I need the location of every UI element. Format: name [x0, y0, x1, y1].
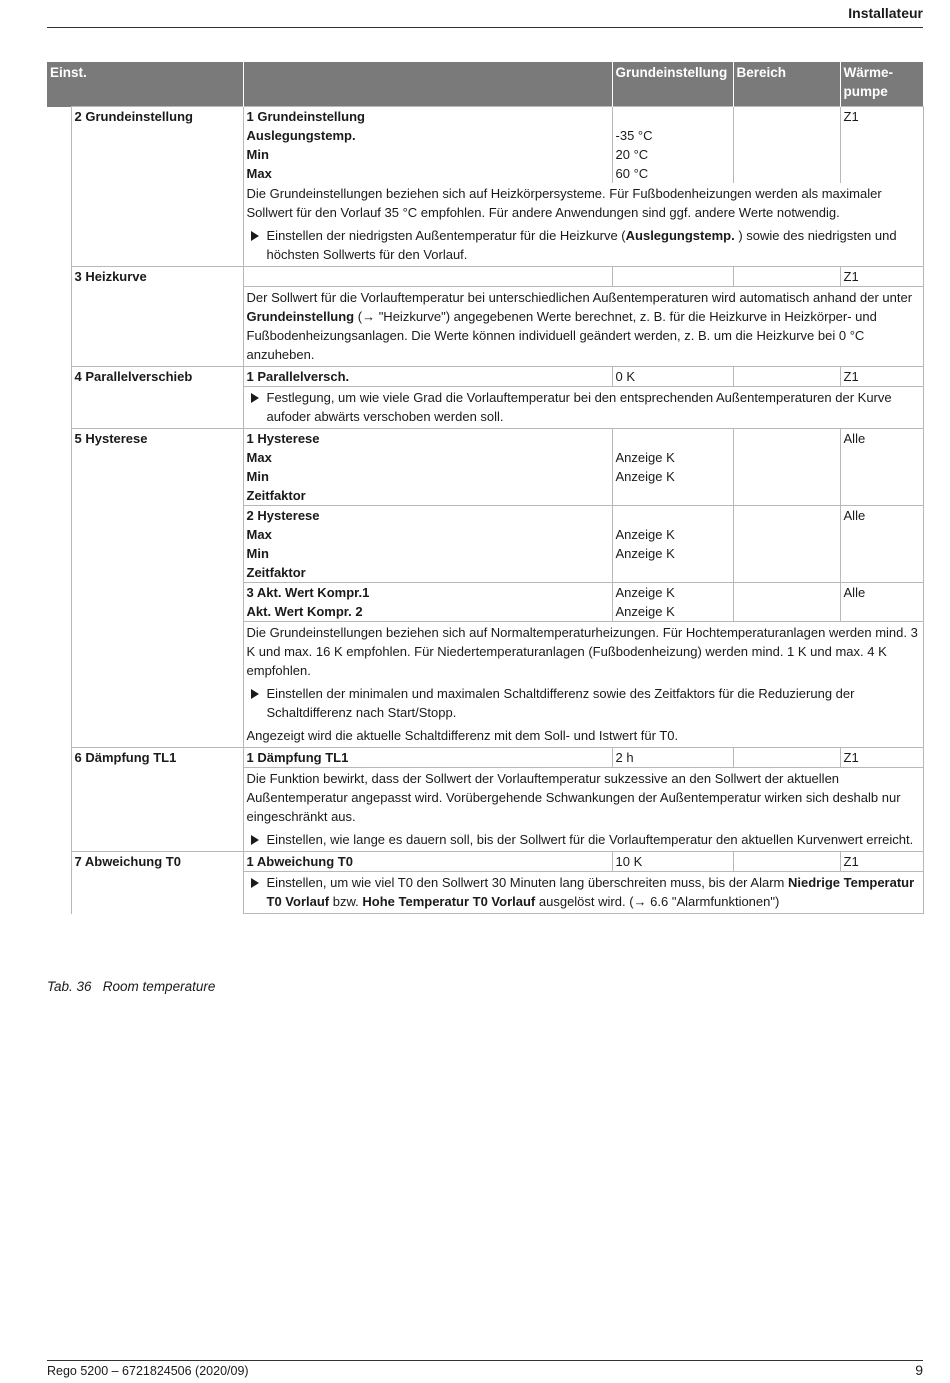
group-label: 5 Hysterese	[71, 429, 243, 748]
bullet-bold-text: Niedrige Temperatur T0 Vorlauf	[266, 875, 915, 909]
note-text: Die Funktion bewirkt, dass der Sollwert der Vorlauftemperatur sukzessive an den Sollwert der aktuellen Außentemperatur angepasst wird. Vorübergehende Schwankungen der Außentemperatur wirken sich deshalb nur eingeschränkt aus.	[246, 771, 901, 824]
table-header-row	[47, 62, 923, 107]
bullet-triangle-icon	[251, 878, 259, 888]
section-note	[243, 183, 923, 266]
section-note	[243, 287, 923, 367]
range-cell	[733, 748, 840, 768]
range-cell	[733, 852, 840, 872]
setting-value: Anzeige K	[615, 604, 675, 619]
setting-value: Anzeige K	[615, 527, 675, 542]
pump-value: Alle	[840, 583, 923, 622]
note-text: (→ "Heizkurve") angegebenen Werte berechnet, z. B. für die Heizkurve in Heizkörper- und Fußbodenheizungsanlagen. Die Werte können individuell geändert werden, z. B. um die Heizkurve bei 0 °C anzuheben.	[246, 309, 877, 362]
setting-value: Anzeige K	[615, 450, 675, 465]
bullet-triangle-icon	[251, 689, 259, 699]
range-cell	[733, 429, 840, 506]
group-label: 3 Heizkurve	[71, 267, 243, 367]
setting-label: Zeitfaktor	[243, 563, 612, 583]
bullet-text: Festlegung, um wie viele Grad die Vorlauftemperatur bei den entsprechenden Außentemperaturen der Kurve aufoder abwärts verschoben werden soll.	[266, 390, 892, 424]
setting-value: 20 °C	[615, 147, 649, 162]
range-cell	[733, 367, 840, 387]
range-cell	[733, 267, 840, 287]
setting-label: Min	[243, 544, 612, 563]
bullet-triangle-icon	[251, 835, 259, 845]
setting-label: Min	[243, 145, 612, 164]
col-header-waermepumpe: Wärme- pumpe	[840, 62, 923, 107]
value-cell	[612, 429, 733, 506]
setting-label: Max	[243, 164, 612, 183]
col-header-einst: Einst.	[47, 62, 243, 107]
footer-rule	[47, 1360, 923, 1361]
col-header-bereich: Bereich	[733, 62, 840, 107]
header-rule	[47, 27, 923, 28]
setting-label: Min	[243, 467, 612, 486]
group-label: 7 Abweichung T0	[71, 852, 243, 914]
setting-value: 2 h	[612, 748, 733, 768]
group-label: 4 Parallelverschieb	[71, 367, 243, 429]
note-text: Die Grundeinstellungen beziehen sich auf Normaltemperaturheizungen. Für Hochtemperaturanlagen werden mind. 3 K und max. 16 K empfohlen. Für Niedertemperaturanlagen (Fußbodenheizung) werden mind. 1 K und max. 4 K empfohlen.	[246, 625, 918, 678]
bullet-text: Einstellen der niedrigsten Außentemperatur für die Heizkurve (	[266, 228, 626, 243]
table-row	[47, 852, 923, 872]
pump-value: Z1	[840, 107, 923, 184]
bullet-bold-text: Hohe Temperatur T0 Vorlauf	[362, 894, 536, 909]
setting-label: 1 Parallelversch.	[243, 367, 612, 387]
setting-label: Auslegungstemp.	[243, 126, 612, 145]
value-cell	[612, 583, 733, 622]
group-label: 2 Grundeinstellung	[71, 107, 243, 267]
setting-value: 10 K	[612, 852, 733, 872]
table-caption: Tab. 36 Room temperature	[47, 979, 216, 994]
table-row	[47, 429, 923, 449]
col-header-grundeinstellung: Grundeinstellung	[612, 62, 733, 107]
pump-value: Z1	[840, 267, 923, 287]
setting-label: 1 Abweichung T0	[243, 852, 612, 872]
bullet-text: ) sowie des niedrigsten und höchsten Sollwerts für den Vorlauf.	[266, 228, 897, 262]
value-cell	[612, 506, 733, 583]
note-bold-text: Grundeinstellung	[246, 309, 355, 324]
footer-document-id: Rego 5200 – 6721824506 (2020/09)	[47, 1364, 249, 1378]
table-row	[47, 367, 923, 387]
bullet-text: Einstellen, wie lange es dauern soll, bis der Sollwert für die Vorlauftemperatur den aktuellen Kurvenwert erreicht.	[266, 832, 914, 847]
setting-label: Zeitfaktor	[243, 486, 612, 506]
pump-value: Z1	[840, 748, 923, 768]
note-text: Die Grundeinstellungen beziehen sich auf Heizkörpersysteme. Für Fußbodenheizungen werden als maximaler Sollwert für den Vorlauf 35 °C empfohlen. Für andere Anwendungen sind ggf. andere Werte notwendig.	[246, 186, 882, 220]
section-note	[243, 872, 923, 914]
setting-label: Max	[243, 448, 612, 467]
bullet-text: Einstellen, um wie viel T0 den Sollwert 30 Minuten lang überschreiten muss, bis der Alarm	[266, 875, 788, 890]
col-header-blank	[243, 62, 612, 107]
bullet-item	[247, 388, 920, 426]
range-cell	[733, 107, 840, 184]
bullet-item	[247, 684, 920, 722]
indent-column	[47, 107, 71, 914]
bullet-item	[247, 873, 920, 911]
setting-value: Anzeige K	[615, 546, 675, 561]
setting-label: Akt. Wert Kompr. 2	[243, 602, 612, 622]
section-note	[243, 768, 923, 852]
value-cell	[612, 267, 733, 287]
pump-value: Z1	[840, 852, 923, 872]
bullet-triangle-icon	[251, 231, 259, 241]
settings-table	[47, 62, 924, 914]
pump-value: Alle	[840, 429, 923, 506]
value-cell	[612, 107, 733, 184]
pump-value: Z1	[840, 367, 923, 387]
range-cell	[733, 506, 840, 583]
setting-label: Max	[243, 525, 612, 544]
pump-value: Alle	[840, 506, 923, 583]
setting-value: 60 °C	[615, 166, 649, 181]
range-cell	[733, 583, 840, 622]
bullet-triangle-icon	[251, 393, 259, 403]
setting-value: Anzeige K	[615, 469, 675, 484]
setting-label: 3 Akt. Wert Kompr.1	[243, 583, 612, 603]
setting-label	[243, 267, 612, 287]
table-row	[47, 267, 923, 287]
bullet-text: Einstellen der minimalen und maximalen Schaltdifferenz sowie des Zeitfaktors für die Reduzierung der Schaltdifferenz nach Start/Stopp.	[266, 686, 855, 720]
group-label: 6 Dämpfung TL1	[71, 748, 243, 852]
bullet-bold-text: Auslegungstemp.	[625, 228, 735, 243]
section-note	[243, 622, 923, 748]
bullet-item	[247, 830, 920, 849]
setting-label: 1 Hysterese	[243, 429, 612, 449]
note-text: Angezeigt wird die aktuelle Schaltdifferenz mit dem Soll- und Istwert für T0.	[246, 728, 679, 743]
setting-label: 1 Dämpfung TL1	[243, 748, 612, 768]
note-text: Der Sollwert für die Vorlauftemperatur bei unterschiedlichen Außentemperaturen wird automatisch anhand der unter	[246, 290, 913, 305]
bullet-item	[247, 226, 920, 264]
section-note	[243, 387, 923, 429]
bullet-text: bzw.	[329, 894, 363, 909]
table-row	[47, 107, 923, 127]
page-number: 9	[915, 1362, 923, 1378]
setting-value: -35 °C	[615, 128, 653, 143]
setting-label: 1 Grundeinstellung	[243, 107, 612, 127]
running-header: Installateur	[848, 5, 923, 21]
setting-value: 0 K	[612, 367, 733, 387]
setting-label: 2 Hysterese	[243, 506, 612, 526]
bullet-text: ausgelöst wird. (→ 6.6 "Alarmfunktionen")	[535, 894, 780, 909]
setting-value: Anzeige K	[615, 585, 675, 600]
table-row	[47, 748, 923, 768]
